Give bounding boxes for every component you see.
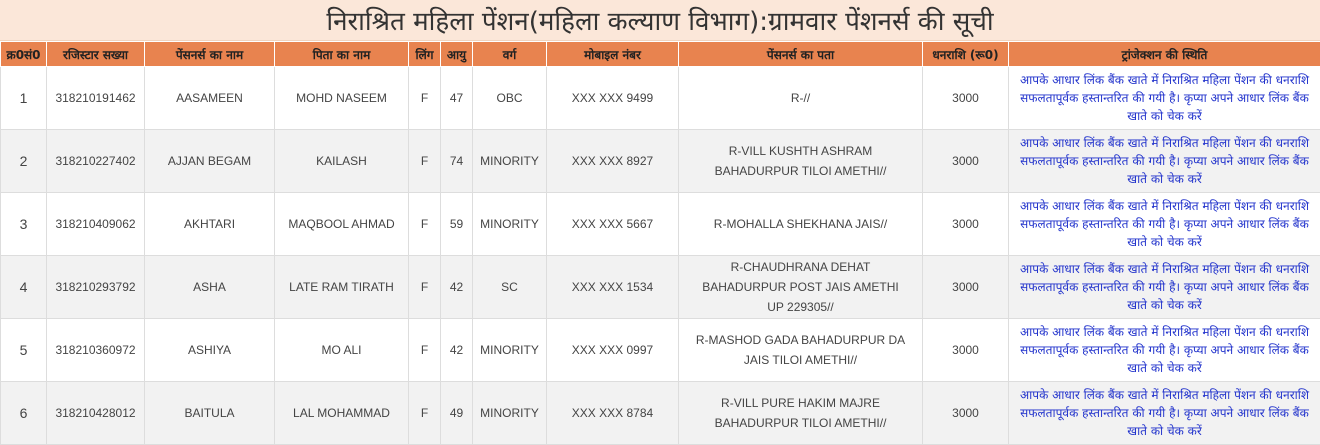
- header-name[interactable]: पेंसनर्स का नाम: [145, 42, 275, 67]
- cell-amount: 3000: [923, 382, 1009, 445]
- cell-register: 318210191462: [47, 67, 145, 130]
- cell-name: AKHTARI: [145, 193, 275, 256]
- cell-register: 318210293792: [47, 256, 145, 319]
- cell-address: R-VILL KUSHTH ASHRAM BAHADURPUR TILOI AMETHI//: [679, 130, 923, 193]
- table-row: [1, 319, 1320, 382]
- header-address[interactable]: पेंसनर्स का पता: [679, 42, 923, 67]
- cell-amount: 3000: [923, 319, 1009, 382]
- header-gender[interactable]: लिंग: [409, 42, 441, 67]
- cell-father: MO ALI: [275, 319, 409, 382]
- cell-father: KAILASH: [275, 130, 409, 193]
- cell-category: OBC: [473, 67, 547, 130]
- table-row: [1, 193, 1320, 256]
- title-bar: [0, 0, 1320, 41]
- cell-register: 318210227402: [47, 130, 145, 193]
- cell-category: MINORITY: [473, 130, 547, 193]
- cell-address: R-MASHOD GADA BAHADURPUR DA JAIS TILOI AMETHI//: [679, 319, 923, 382]
- pensioners-table: [0, 41, 1320, 445]
- cell-father: MAQBOOL AHMAD: [275, 193, 409, 256]
- cell-gender: F: [409, 382, 441, 445]
- cell-name: BAITULA: [145, 382, 275, 445]
- cell-father: MOHD NASEEM: [275, 67, 409, 130]
- cell-father: LATE RAM TIRATH: [275, 256, 409, 319]
- cell-status: आपके आधार लिंक बैंक खाते में निराश्रित महिला पेंशन की धनराशि सफलतापूर्वक हस्तान्तरित की गयी है। कृप्या अपने आधार लिंक बैंक खाते को चेक करें: [1009, 382, 1320, 445]
- header-father[interactable]: पिता का नाम: [275, 42, 409, 67]
- cell-age: 49: [441, 382, 473, 445]
- cell-age: 59: [441, 193, 473, 256]
- header-category[interactable]: वर्ग: [473, 42, 547, 67]
- cell-sno: 2: [1, 130, 47, 193]
- cell-mobile: XXX XXX 9499: [547, 67, 679, 130]
- cell-category: MINORITY: [473, 319, 547, 382]
- cell-father: LAL MOHAMMAD: [275, 382, 409, 445]
- cell-mobile: XXX XXX 5667: [547, 193, 679, 256]
- cell-gender: F: [409, 67, 441, 130]
- cell-mobile: XXX XXX 0997: [547, 319, 679, 382]
- cell-name: AASAMEEN: [145, 67, 275, 130]
- cell-name: AJJAN BEGAM: [145, 130, 275, 193]
- cell-register: 318210428012: [47, 382, 145, 445]
- cell-age: 47: [441, 67, 473, 130]
- cell-status: आपके आधार लिंक बैंक खाते में निराश्रित महिला पेंशन की धनराशि सफलतापूर्वक हस्तान्तरित की गयी है। कृप्या अपने आधार लिंक बैंक खाते को चेक करें: [1009, 130, 1320, 193]
- cell-category: SC: [473, 256, 547, 319]
- cell-address: R-CHAUDHRANA DEHAT BAHADURPUR POST JAIS AMETHI UP 229305//: [679, 256, 923, 319]
- cell-gender: F: [409, 319, 441, 382]
- cell-gender: F: [409, 193, 441, 256]
- table-row: [1, 256, 1320, 319]
- cell-address: R-MOHALLA SHEKHANA JAIS//: [679, 193, 923, 256]
- cell-amount: 3000: [923, 256, 1009, 319]
- cell-amount: 3000: [923, 67, 1009, 130]
- cell-sno: 3: [1, 193, 47, 256]
- cell-address: R-//: [679, 67, 923, 130]
- cell-status: आपके आधार लिंक बैंक खाते में निराश्रित महिला पेंशन की धनराशि सफलतापूर्वक हस्तान्तरित की गयी है। कृप्या अपने आधार लिंक बैंक खाते को चेक करें: [1009, 319, 1320, 382]
- cell-status: आपके आधार लिंक बैंक खाते में निराश्रित महिला पेंशन की धनराशि सफलतापूर्वक हस्तान्तरित की गयी है। कृप्या अपने आधार लिंक बैंक खाते को चेक करें: [1009, 256, 1320, 319]
- cell-sno: 4: [1, 256, 47, 319]
- header-amount[interactable]: धनराशि (रू0): [923, 42, 1009, 67]
- cell-age: 42: [441, 256, 473, 319]
- cell-status: आपके आधार लिंक बैंक खाते में निराश्रित महिला पेंशन की धनराशि सफलतापूर्वक हस्तान्तरित की गयी है। कृप्या अपने आधार लिंक बैंक खाते को चेक करें: [1009, 193, 1320, 256]
- cell-mobile: XXX XXX 8784: [547, 382, 679, 445]
- cell-sno: 5: [1, 319, 47, 382]
- page-title: निराश्रित महिला पेंशन(महिला कल्याण विभाग):ग्रामवार पेंशनर्स की सूची: [326, 7, 994, 37]
- header-status[interactable]: ट्रांजेक्शन की स्थिति: [1009, 42, 1320, 67]
- cell-register: 318210360972: [47, 319, 145, 382]
- cell-gender: F: [409, 130, 441, 193]
- cell-age: 42: [441, 319, 473, 382]
- cell-sno: 6: [1, 382, 47, 445]
- cell-sno: 1: [1, 67, 47, 130]
- cell-gender: F: [409, 256, 441, 319]
- header-mobile[interactable]: मोबाइल नंबर: [547, 42, 679, 67]
- header-register[interactable]: रजिस्टार सख्या: [47, 42, 145, 67]
- table-header-row: [1, 42, 1320, 67]
- cell-age: 74: [441, 130, 473, 193]
- cell-amount: 3000: [923, 130, 1009, 193]
- table-row: [1, 382, 1320, 445]
- table-row: [1, 67, 1320, 130]
- cell-category: MINORITY: [473, 193, 547, 256]
- cell-name: ASHIYA: [145, 319, 275, 382]
- cell-mobile: XXX XXX 1534: [547, 256, 679, 319]
- cell-amount: 3000: [923, 193, 1009, 256]
- table-row: [1, 130, 1320, 193]
- cell-name: ASHA: [145, 256, 275, 319]
- cell-status: आपके आधार लिंक बैंक खाते में निराश्रित महिला पेंशन की धनराशि सफलतापूर्वक हस्तान्तरित की गयी है। कृप्या अपने आधार लिंक बैंक खाते को चेक करें: [1009, 67, 1320, 130]
- header-age[interactable]: आयु: [441, 42, 473, 67]
- header-sno[interactable]: क्र0सं0: [1, 42, 47, 67]
- cell-mobile: XXX XXX 8927: [547, 130, 679, 193]
- cell-register: 318210409062: [47, 193, 145, 256]
- cell-address: R-VILL PURE HAKIM MAJRE BAHADURPUR TILOI AMETHI//: [679, 382, 923, 445]
- cell-category: MINORITY: [473, 382, 547, 445]
